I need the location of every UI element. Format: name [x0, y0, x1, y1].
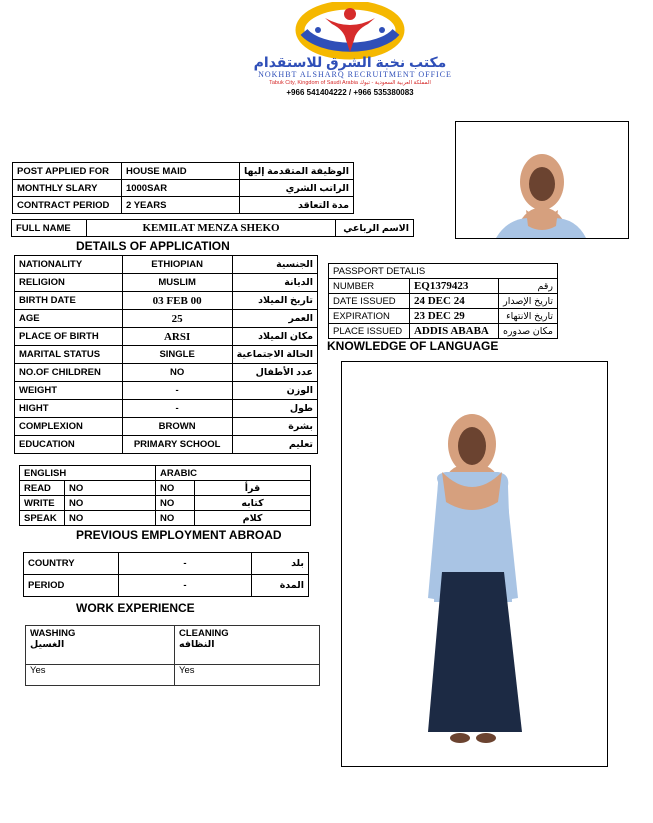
language-english-value: NO	[65, 511, 156, 526]
header	[200, 2, 500, 98]
details-row	[15, 364, 318, 382]
language-skill: READ	[20, 481, 65, 496]
details-label-arabic: مكان الميلاد	[232, 328, 317, 346]
previous-table	[23, 552, 309, 597]
full-name-label-arabic: الاسم الرباعي	[336, 220, 414, 237]
details-value: PRIMARY SCHOOL	[122, 436, 232, 454]
details-value: 25	[122, 310, 232, 328]
details-value: 03 FEB 00	[122, 292, 232, 310]
details-value: ARSI	[122, 328, 232, 346]
details-value: -	[122, 400, 232, 418]
passport-row	[329, 279, 558, 294]
details-label-arabic: تاريخ الميلاد	[232, 292, 317, 310]
details-label-arabic: الديانة	[232, 274, 317, 292]
work-header-row	[26, 626, 320, 665]
language-skill: SPEAK	[20, 511, 65, 526]
details-row	[15, 418, 318, 436]
post-row	[13, 163, 354, 180]
language-arabic-value: NO	[156, 481, 195, 496]
language-row	[20, 496, 311, 511]
details-value: MUSLIM	[122, 274, 232, 292]
details-label: HIGHT	[15, 400, 123, 418]
post-row	[13, 197, 354, 214]
details-row	[15, 292, 318, 310]
details-value: -	[122, 382, 232, 400]
post-value: HOUSE MAID	[121, 163, 239, 180]
office-phones: +966 541404222 / +966 535380083	[286, 88, 414, 97]
full-body-image	[342, 362, 607, 766]
language-english-value: NO	[65, 496, 156, 511]
details-row	[15, 382, 318, 400]
details-label: COMPLEXION	[15, 418, 123, 436]
language-skill-arabic: قرأ	[195, 481, 311, 496]
passport-table	[328, 263, 558, 339]
details-label: NO.OF CHILDREN	[15, 364, 123, 382]
post-label-arabic: الراتب الشري	[239, 180, 353, 197]
details-value: ETHIOPIAN	[122, 256, 232, 274]
passport-value: 24 DEC 24	[409, 294, 498, 309]
post-label: CONTRACT PERIOD	[13, 197, 122, 214]
language-skill-arabic: كلام	[195, 511, 311, 526]
details-value: NO	[122, 364, 232, 382]
previous-row	[24, 575, 309, 597]
language-header-arabic: ARABIC	[156, 466, 311, 481]
details-title: DETAILS OF APPLICATION	[76, 239, 230, 253]
details-label: EDUCATION	[15, 436, 123, 454]
details-row	[15, 256, 318, 274]
details-row	[15, 328, 318, 346]
details-row	[15, 436, 318, 454]
work-skill-2-label: CLEANING	[179, 628, 229, 639]
post-label: POST APPLIED FOR	[13, 163, 122, 180]
post-label-arabic: الوظيفة المتقدمة إليها	[239, 163, 353, 180]
work-skill-1	[26, 626, 175, 665]
passport-title-row	[329, 264, 558, 279]
passport-label: EXPIRATION	[329, 309, 410, 324]
passport-label: NUMBER	[329, 279, 410, 294]
passport-label-arabic: تاريخ الإصدار	[498, 294, 557, 309]
full-name-value: KEMILAT MENZA SHEKO	[87, 220, 336, 237]
work-skill-1-label: WASHING	[30, 628, 76, 639]
work-value-row	[26, 665, 320, 686]
applicant-photo-small	[455, 121, 629, 239]
previous-label-arabic: بلد	[252, 553, 309, 575]
post-label-arabic: مدة التعاقد	[239, 197, 353, 214]
portrait-image	[456, 122, 628, 238]
previous-title: PREVIOUS EMPLOYMENT ABROAD	[76, 528, 282, 542]
applicant-photo-full	[341, 361, 608, 767]
company-logo	[200, 2, 500, 62]
details-table	[14, 255, 318, 454]
language-arabic-value: NO	[156, 511, 195, 526]
language-row	[20, 511, 311, 526]
language-header-row	[20, 466, 311, 481]
details-value: BROWN	[122, 418, 232, 436]
work-skill-1-value: Yes	[26, 665, 175, 686]
details-row	[15, 346, 318, 364]
details-row	[15, 400, 318, 418]
passport-label-arabic: تاريخ الانتهاء	[498, 309, 557, 324]
office-name-arabic: مكتب نخبة الشرق للاستقدام	[253, 54, 447, 70]
details-label-arabic: بشرة	[232, 418, 317, 436]
office-address: Tabuk City, Kingdom of Saudi Arabia المملكة العربية السعودية - تبوك	[269, 80, 431, 86]
work-skill-1-arabic: الغسيل	[30, 639, 65, 650]
passport-row	[329, 309, 558, 324]
passport-row	[329, 324, 558, 339]
details-label: BIRTH DATE	[15, 292, 123, 310]
details-label-arabic: الحالة الاجتماعية	[232, 346, 317, 364]
full-name-table	[11, 219, 414, 237]
language-skill: WRITE	[20, 496, 65, 511]
passport-value: EQ1379423	[409, 279, 498, 294]
work-skill-2-value: Yes	[175, 665, 320, 686]
passport-label: DATE ISSUED	[329, 294, 410, 309]
details-label: WEIGHT	[15, 382, 123, 400]
details-label: AGE	[15, 310, 123, 328]
details-label: MARITAL STATUS	[15, 346, 123, 364]
details-label: RELIGION	[15, 274, 123, 292]
language-table	[19, 465, 311, 526]
details-row	[15, 310, 318, 328]
work-skill-2-arabic: النظافه	[179, 639, 215, 650]
language-english-value: NO	[65, 481, 156, 496]
language-arabic-value: NO	[156, 496, 195, 511]
passport-title: PASSPORT DETALIS	[329, 264, 558, 279]
details-label-arabic: عدد الأطفال	[232, 364, 317, 382]
details-value: SINGLE	[122, 346, 232, 364]
post-value: 1000SAR	[121, 180, 239, 197]
post-label: MONTHLY SLARY	[13, 180, 122, 197]
details-row	[15, 274, 318, 292]
details-label: PLACE OF BIRTH	[15, 328, 123, 346]
previous-value: -	[119, 575, 252, 597]
previous-label: COUNTRY	[24, 553, 119, 575]
passport-label-arabic: رقم	[498, 279, 557, 294]
passport-value: ADDIS ABABA	[409, 324, 498, 339]
language-header-english: ENGLISH	[20, 466, 156, 481]
post-table	[12, 162, 354, 214]
details-label-arabic: العمر	[232, 310, 317, 328]
full-name-row	[12, 220, 414, 237]
previous-label: PERIOD	[24, 575, 119, 597]
work-skill-2	[175, 626, 320, 665]
passport-label: PLACE ISSUED	[329, 324, 410, 339]
language-row	[20, 481, 311, 496]
details-label-arabic: الجنسية	[232, 256, 317, 274]
work-table	[25, 625, 320, 686]
office-name-english: NOKHBT ALSHARQ RECRUITMENT OFFICE	[258, 70, 452, 79]
details-label: NATIONALITY	[15, 256, 123, 274]
post-value: 2 YEARS	[121, 197, 239, 214]
passport-row	[329, 294, 558, 309]
language-skill-arabic: كتابه	[195, 496, 311, 511]
passport-value: 23 DEC 29	[409, 309, 498, 324]
passport-label-arabic: مكان صدوره	[498, 324, 557, 339]
work-title: WORK EXPERIENCE	[76, 601, 195, 615]
knowledge-title: KNOWLEDGE OF LANGUAGE	[327, 339, 499, 353]
details-label-arabic: الوزن	[232, 382, 317, 400]
post-row	[13, 180, 354, 197]
previous-label-arabic: المدة	[252, 575, 309, 597]
details-label-arabic: تعليم	[232, 436, 317, 454]
previous-row	[24, 553, 309, 575]
details-label-arabic: طول	[232, 400, 317, 418]
previous-value: -	[119, 553, 252, 575]
full-name-label: FULL NAME	[12, 220, 87, 237]
